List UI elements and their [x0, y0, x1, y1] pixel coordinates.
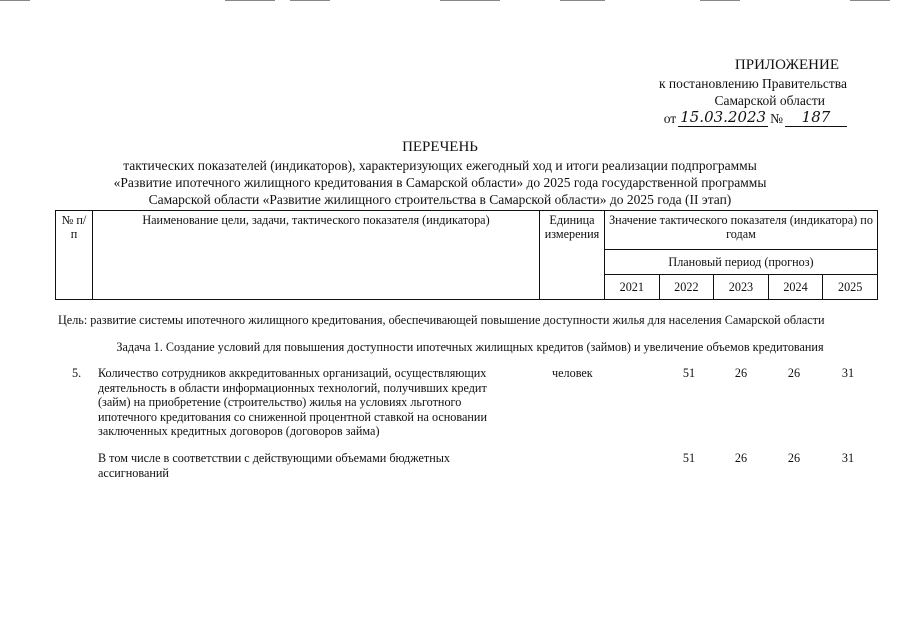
- subtitle-line-1: тактических показателей (индикаторов), характеризующих ежегодный ход и итоги реализации подпрограммы: [123, 158, 757, 173]
- scan-line: [225, 0, 275, 1]
- scan-line: [700, 0, 740, 1]
- document-title: ПЕРЕЧЕНЬ: [402, 139, 478, 155]
- row-value: 31: [841, 451, 855, 465]
- header-year: 2023: [714, 275, 769, 300]
- subtitle-line-3: Самарской области «Развитие жилищного строительства в Самарской области» до 2025 года (II этап): [148, 192, 732, 207]
- appendix-line-1: к постановлению Правительства: [658, 76, 847, 91]
- header-period: Плановый период (прогноз): [605, 250, 878, 275]
- row-value: 26: [734, 451, 748, 465]
- date-handwritten: 15.03.2023: [680, 108, 767, 126]
- row-value: 26: [734, 366, 748, 380]
- scan-line: [290, 0, 330, 1]
- number-sign: №: [770, 111, 783, 126]
- header-year: 2025: [823, 275, 878, 300]
- row-value: 26: [787, 451, 801, 465]
- header-year: 2021: [605, 275, 660, 300]
- row-name: Количество сотрудников аккредитованных организаций, осуществляющих деятельность в области информационных технологий, получивших кредит (займ) на приобретение (строительство) жилья на условиях льготного ипотечного кредитования со сниженной процентной ставкой на основании заключенных кредитных договоров (договоров займа): [98, 366, 487, 438]
- indicator-table-header: [55, 210, 878, 300]
- appendix-block: [617, 56, 847, 127]
- header-year: 2024: [768, 275, 823, 300]
- scan-line: [850, 0, 890, 1]
- header-year: 2022: [659, 275, 714, 300]
- row-number: 5.: [72, 366, 82, 380]
- date-prefix: от: [663, 111, 677, 126]
- scan-line: [440, 0, 500, 1]
- appendix-title: ПРИЛОЖЕНИЕ: [734, 57, 839, 73]
- appendix-line-2: Самарской области: [714, 93, 825, 108]
- row-unit: человек: [552, 366, 593, 380]
- appendix-date-line: [617, 109, 847, 127]
- goal-text: Цель: развитие системы ипотечного жилищного кредитования, обеспечивающей повышение доступности жилья для населения Самарской области: [58, 313, 825, 327]
- header-values: Значение тактического показателя (индикатора) по годам: [605, 211, 878, 250]
- row-value: 51: [682, 366, 696, 380]
- number-handwritten: 187: [785, 109, 847, 127]
- subtitle-line-2: «Развитие ипотечного жилищного кредитования в Самарской области» до 2025 года государственной программы: [113, 175, 767, 190]
- header-unit: Единица измерения: [540, 211, 605, 300]
- row-value: 51: [682, 451, 696, 465]
- header-num: № п/п: [56, 211, 93, 300]
- scan-line: [560, 0, 605, 1]
- row-value: 31: [841, 366, 855, 380]
- scan-line: [0, 0, 30, 1]
- task-text: Задача 1. Создание условий для повышения доступности ипотечных жилищных кредитов (займов) и увеличение объемов кредитования: [116, 340, 824, 354]
- row-value: 26: [787, 366, 801, 380]
- document-title-block: [40, 138, 840, 208]
- header-name: Наименование цели, задачи, тактического показателя (индикатора): [93, 211, 540, 300]
- row-name: В том числе в соответствии с действующими объемами бюджетных ассигнований: [98, 451, 451, 480]
